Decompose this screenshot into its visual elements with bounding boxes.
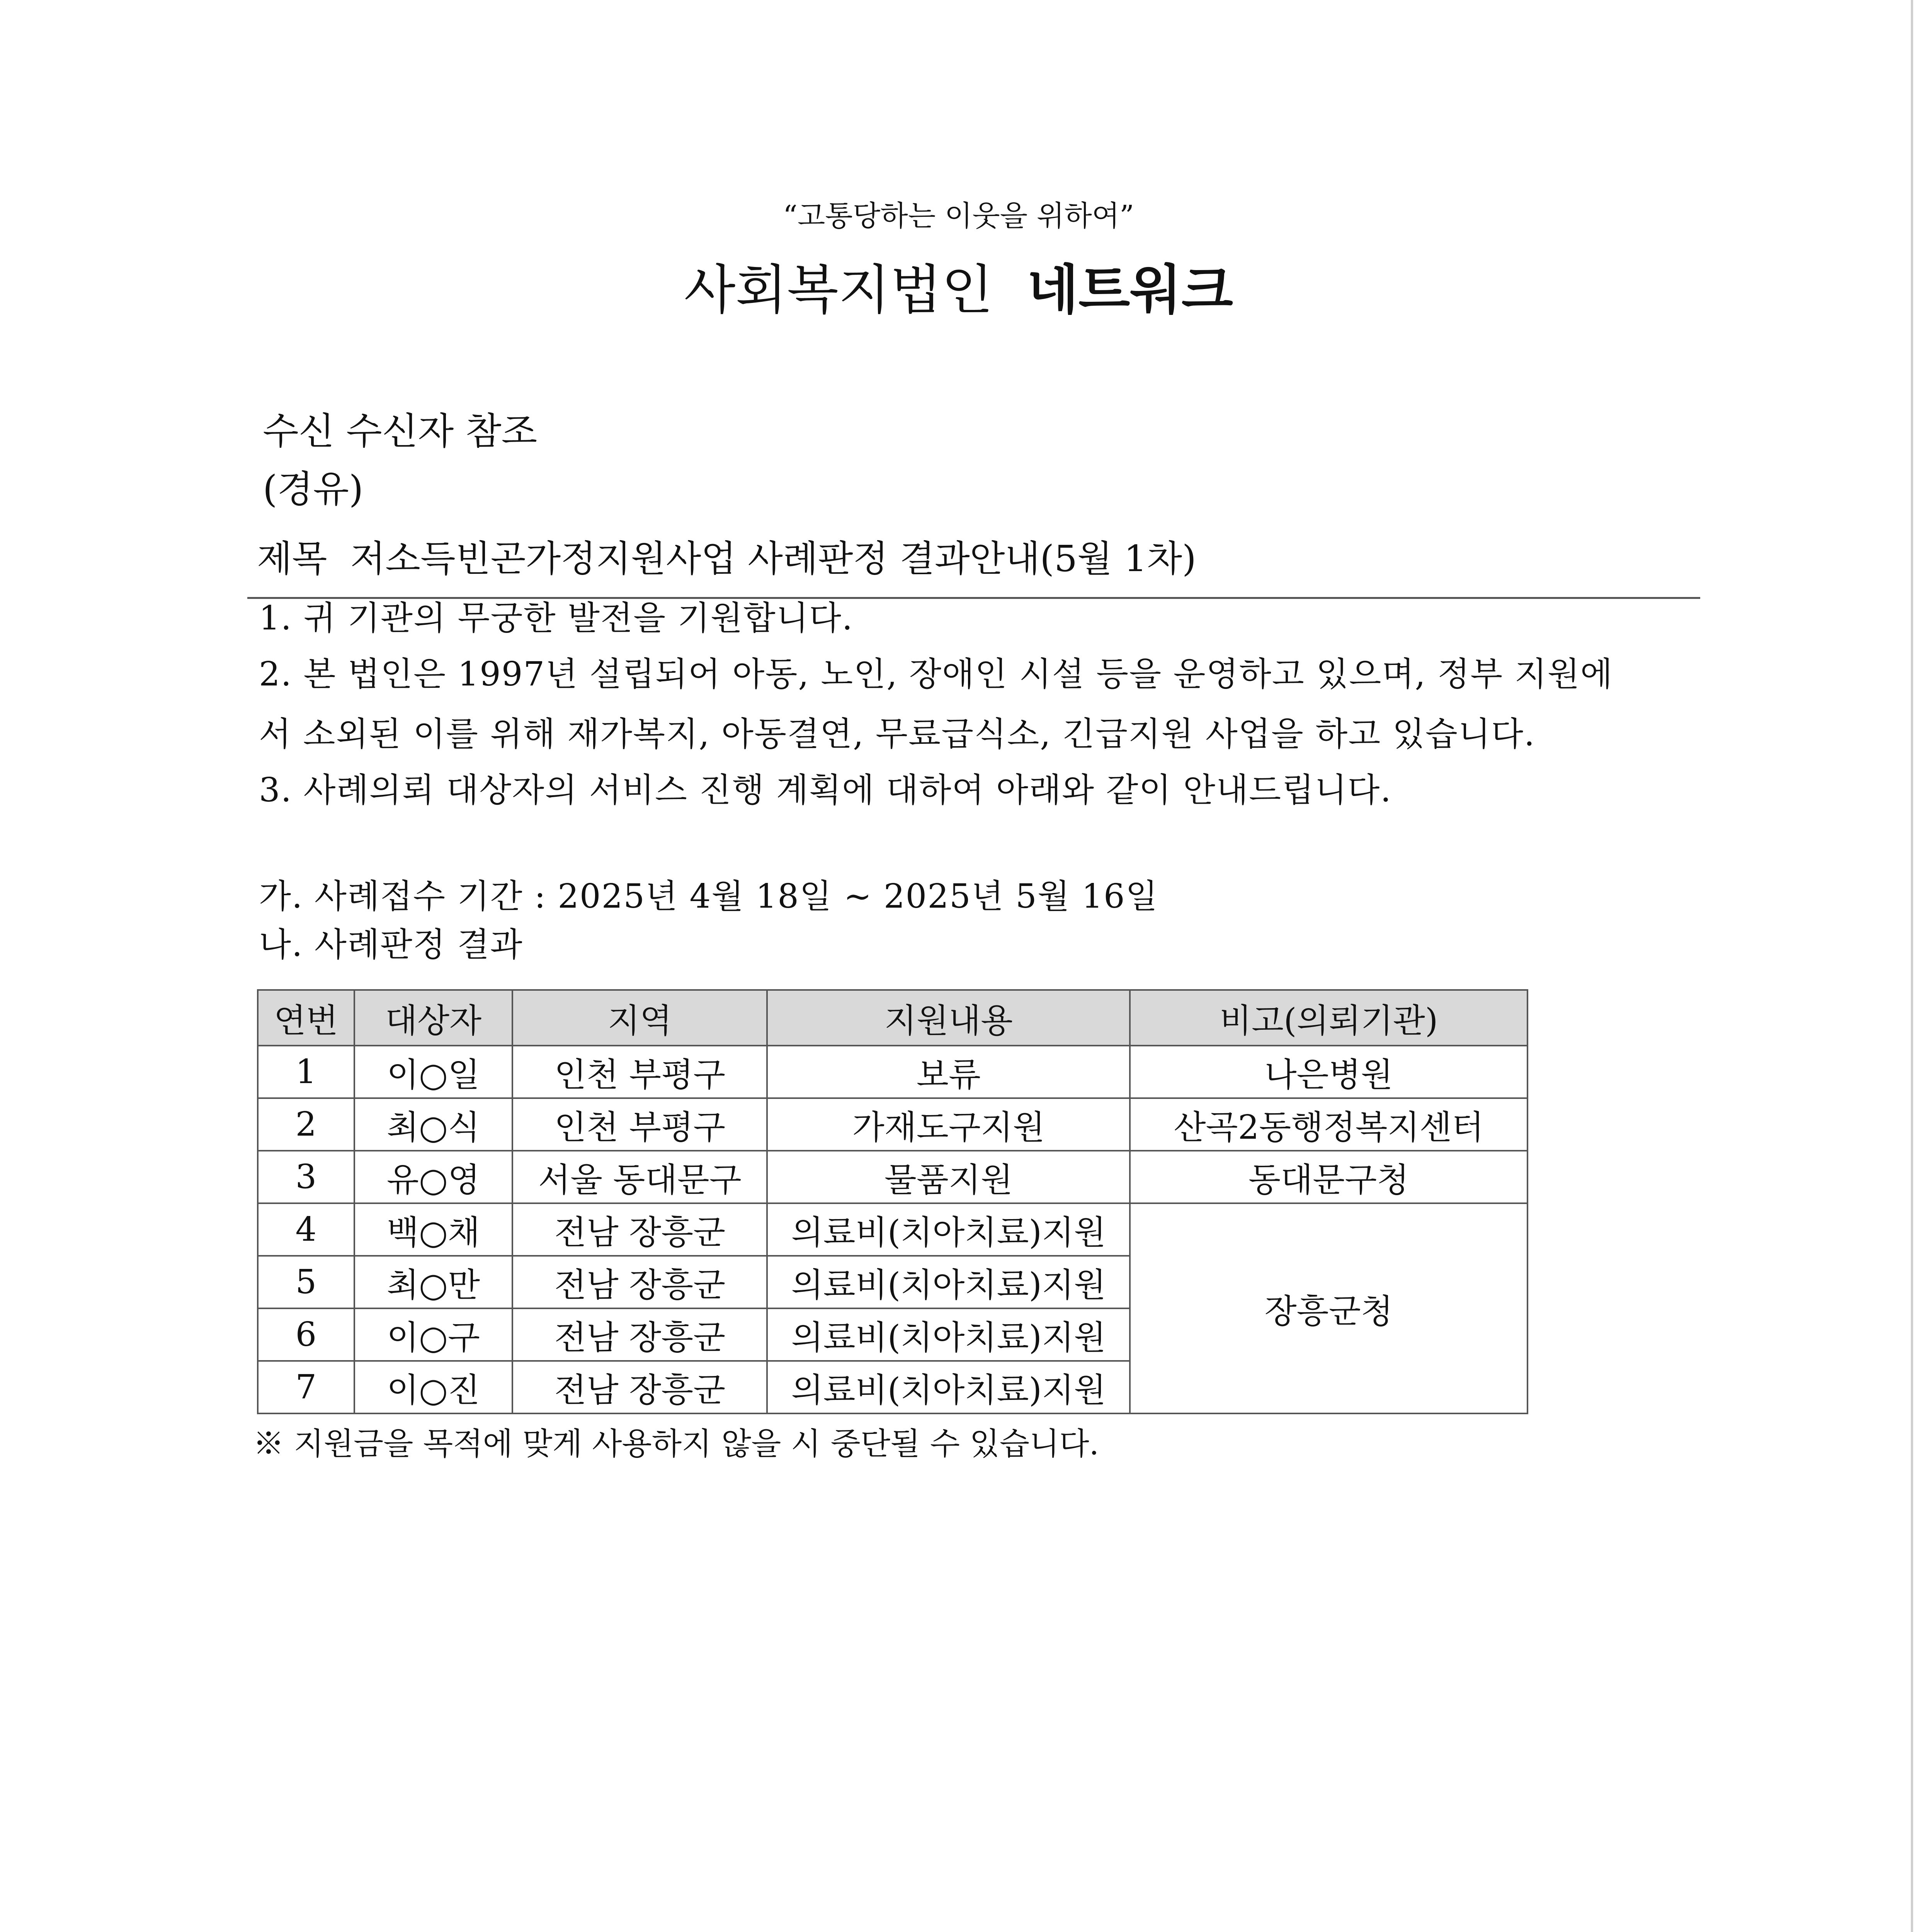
recipient-value: 수신자 참조 — [346, 410, 538, 453]
table-cell: 5 — [258, 1256, 354, 1308]
table-cell: 전남 장흥군 — [512, 1203, 767, 1256]
result-table — [257, 989, 1528, 1414]
paragraph-1: 1. 귀 기관의 무궁한 발전을 기원합니다. — [259, 599, 854, 638]
table-cell: 최○만 — [354, 1256, 513, 1308]
paragraph-2-line-2: 서 소외된 이를 위해 재가복지, 아동결연, 무료급식소, 긴급지원 사업을 하고 있습니다. — [259, 715, 1536, 753]
motto: “고통당하는 이웃을 위하여” — [782, 199, 1135, 233]
table-cell: 최○식 — [354, 1098, 513, 1151]
table-cell: 백○채 — [354, 1203, 513, 1256]
table-cell: 4 — [258, 1203, 354, 1256]
table-cell: 1 — [258, 1046, 354, 1098]
table-cell: 유○영 — [354, 1151, 513, 1203]
column-header: 지역 — [512, 990, 767, 1046]
table-row — [258, 1098, 1527, 1151]
table-note: ※ 지원금을 목적에 맞게 사용하지 않을 시 중단될 수 있습니다. — [253, 1426, 1099, 1462]
table-cell: 이○구 — [354, 1308, 513, 1361]
table-header-row — [258, 990, 1527, 1046]
table-cell: 이○진 — [354, 1361, 513, 1413]
via-line: (경유) — [263, 468, 364, 511]
table-cell: 전남 장흥군 — [512, 1308, 767, 1361]
table-cell: 3 — [258, 1151, 354, 1203]
column-header: 대상자 — [354, 990, 513, 1046]
table-cell: 의료비(치아치료)지원 — [767, 1361, 1130, 1413]
result-heading: 나. 사례판정 결과 — [259, 925, 523, 964]
subject-line — [257, 529, 1196, 582]
table-cell: 이○일 — [354, 1046, 513, 1098]
table-cell: 의료비(치아치료)지원 — [767, 1203, 1130, 1256]
table-cell: 6 — [258, 1308, 354, 1361]
table-cell: 인천 부평구 — [512, 1046, 767, 1098]
paragraph-2-line-1: 2. 본 법인은 1997년 설립되어 아동, 노인, 장애인 시설 등을 운영하고 있으며, 정부 지원에 — [259, 655, 1613, 694]
column-header: 연번 — [258, 990, 354, 1046]
table-cell: 산곡2동행정복지센터 — [1130, 1098, 1527, 1151]
table-cell: 보류 — [767, 1046, 1130, 1098]
table-cell: 의료비(치아치료)지원 — [767, 1256, 1130, 1308]
org-prefix: 사회복지법인 — [684, 259, 993, 321]
table-cell: 전남 장흥군 — [512, 1361, 767, 1413]
column-header: 지원내용 — [767, 990, 1130, 1046]
table-cell: 서울 동대문구 — [512, 1151, 767, 1203]
table-cell: 가재도구지원 — [767, 1098, 1130, 1151]
table-cell: 2 — [258, 1098, 354, 1151]
table-cell: 의료비(치아치료)지원 — [767, 1308, 1130, 1361]
scan-edge — [1911, 0, 1913, 1932]
subject-label: 제목 — [257, 538, 327, 580]
table-row — [258, 1151, 1527, 1203]
table-cell: 7 — [258, 1361, 354, 1413]
org-header — [0, 247, 1917, 324]
table-cell: 동대문구청 — [1130, 1151, 1527, 1203]
table-row — [258, 1203, 1527, 1256]
org-name: 네트워크 — [1027, 259, 1233, 321]
table-cell: 물품지원 — [767, 1151, 1130, 1203]
recipient-label: 수신 — [263, 410, 335, 453]
recipient-line — [263, 402, 537, 455]
column-header: 비고(의뢰기관) — [1130, 990, 1527, 1046]
subject-text: 저소득빈곤가정지원사업 사례판정 결과안내(5월 1차) — [350, 538, 1196, 580]
table-cell: 인천 부평구 — [512, 1098, 767, 1151]
table-cell: 전남 장흥군 — [512, 1256, 767, 1308]
table-cell: 나은병원 — [1130, 1046, 1527, 1098]
paragraph-3: 3. 사례의뢰 대상자의 서비스 진행 계획에 대하여 아래와 같이 안내드립니다. — [259, 771, 1392, 810]
table-cell-merged: 장흥군청 — [1130, 1203, 1527, 1413]
period-line: 가. 사례접수 기간 : 2025년 4월 18일 ~ 2025년 5월 16일 — [259, 877, 1158, 916]
table-row — [258, 1046, 1527, 1098]
